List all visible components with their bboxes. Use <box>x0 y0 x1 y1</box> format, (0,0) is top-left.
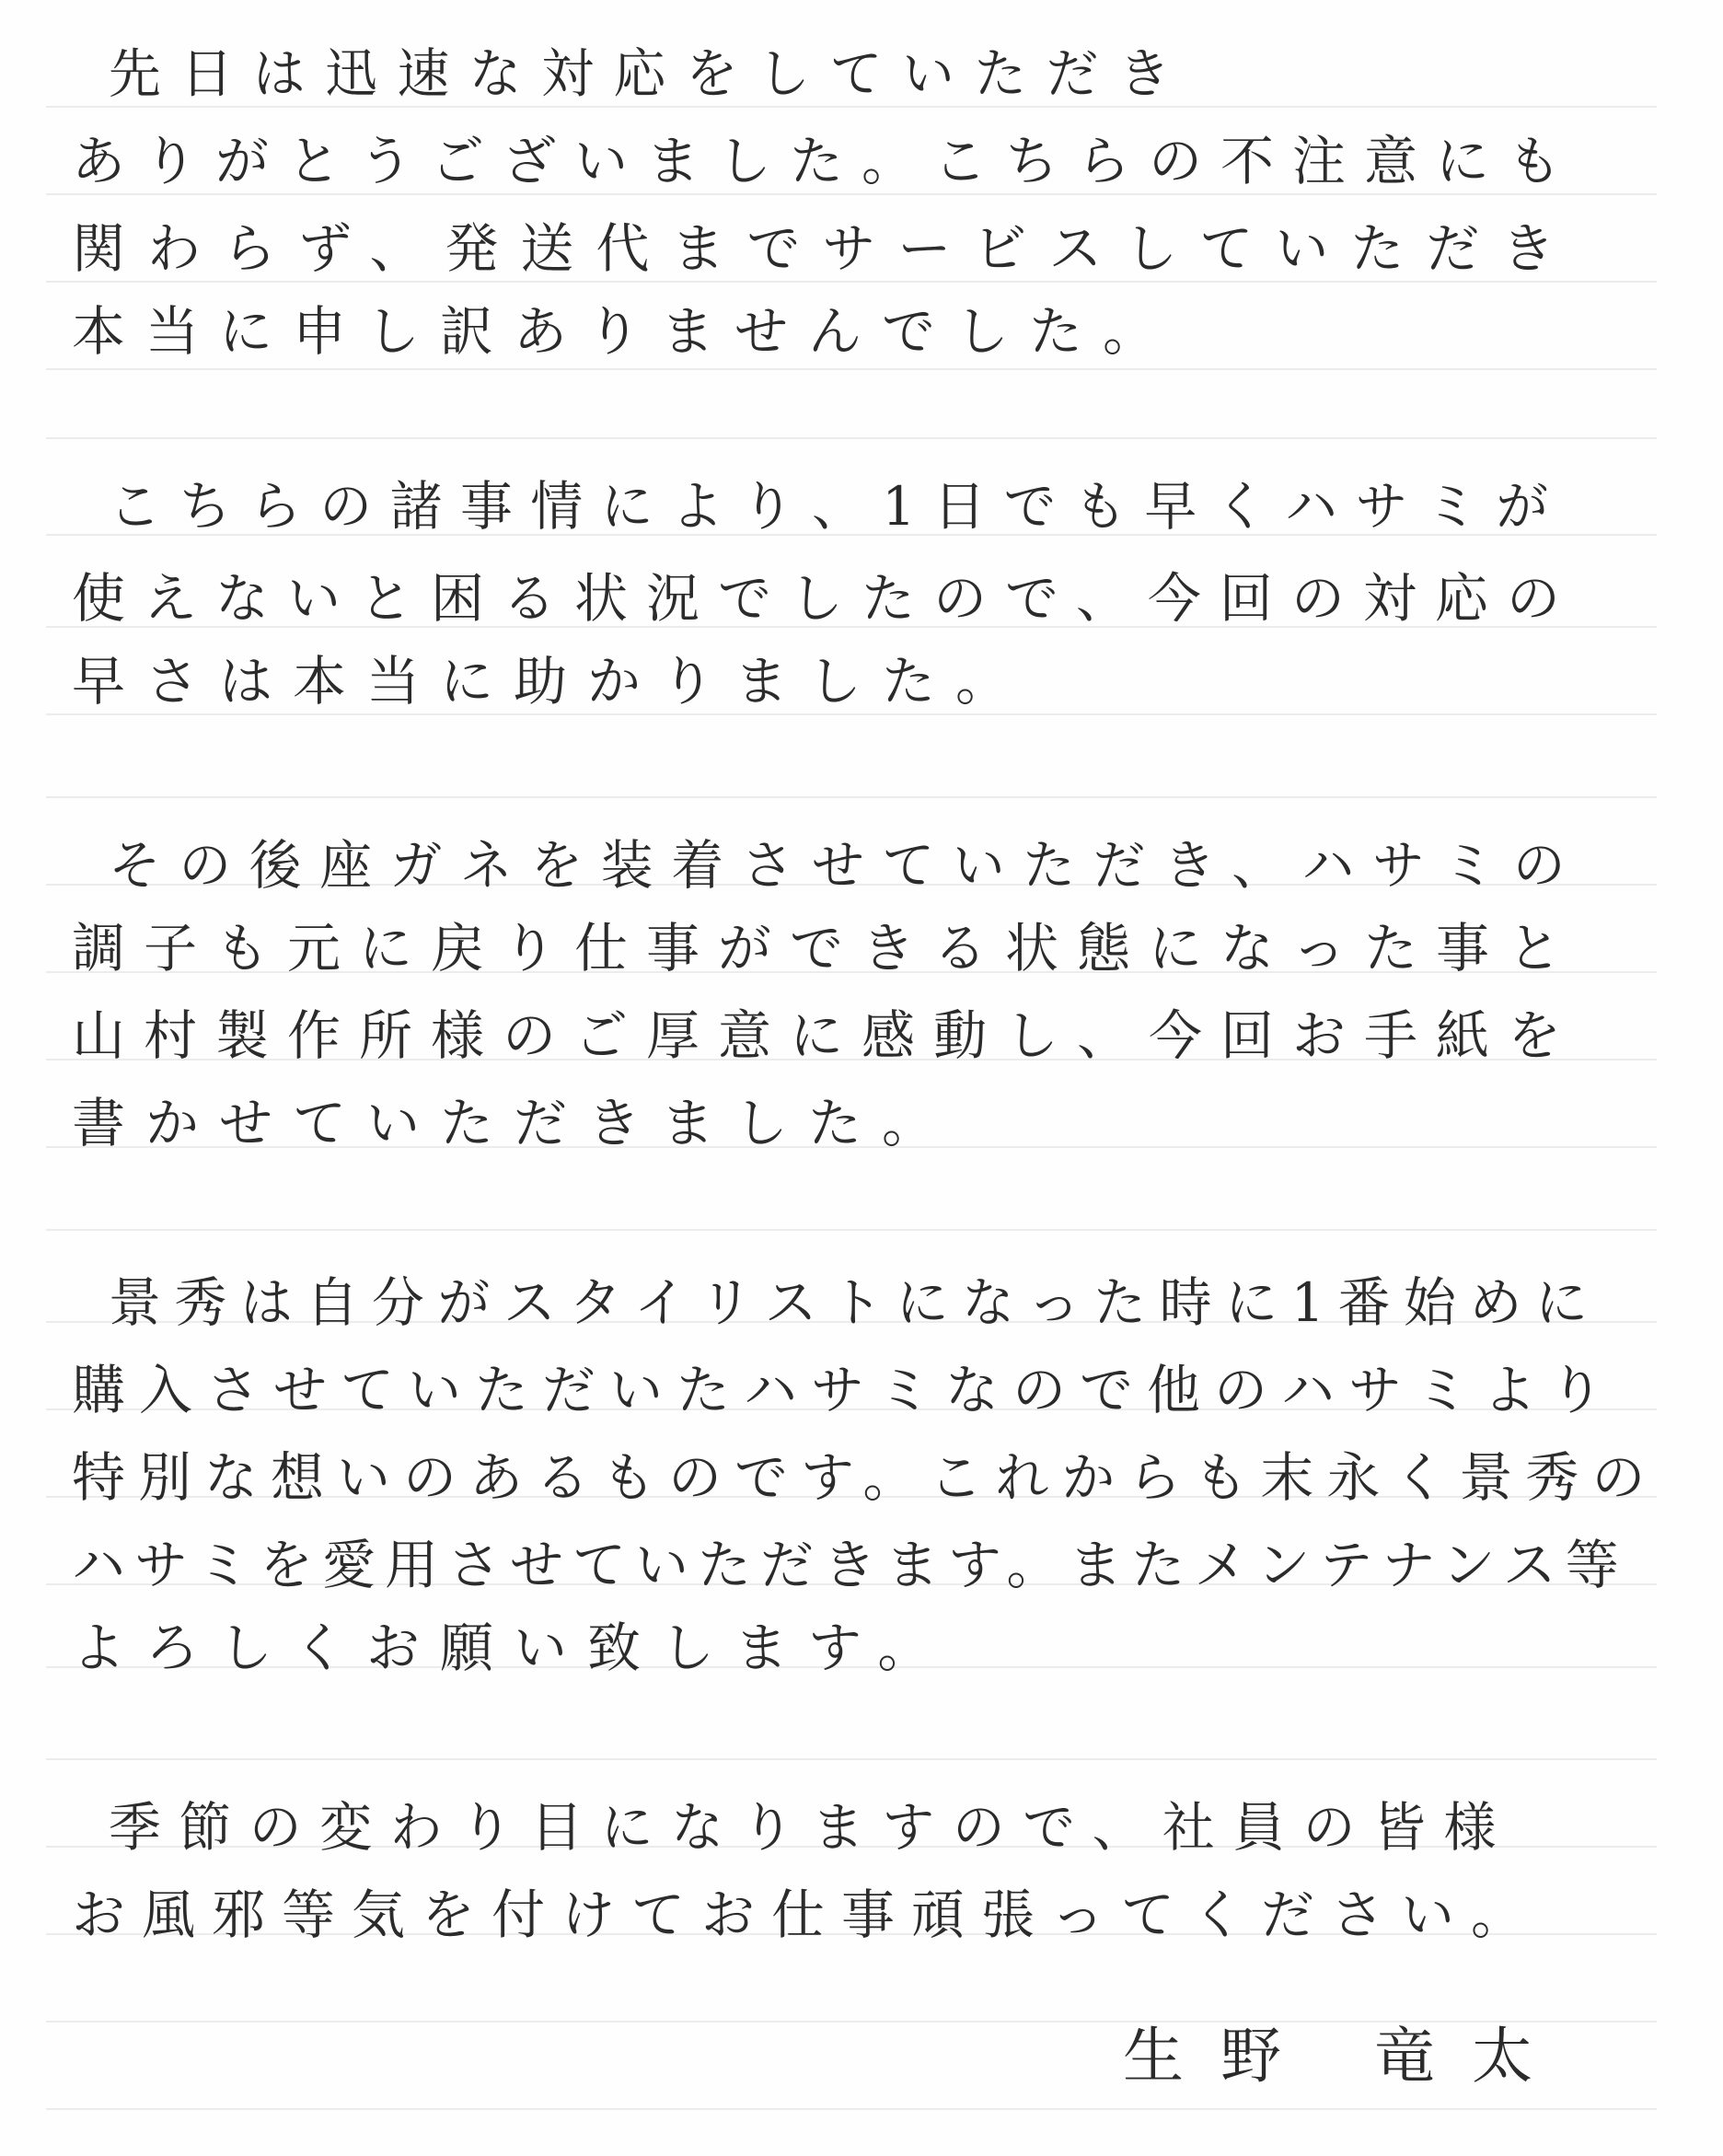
signature: 生野 竜太 <box>1123 2021 1569 2092</box>
letter-line: 関わらず、発送代までサービスしていただき <box>72 217 1578 280</box>
letter-line: 先日は迅速な対応をしていただき <box>109 42 1191 105</box>
ruled-line <box>46 2108 1657 2110</box>
letter-line: 購入させていただいたハサミなので他のハサミより <box>72 1359 1618 1421</box>
letter-line: その後座ガネを装着させていただき、ハサミの <box>109 834 1584 897</box>
letter-line: 本当に申し訳ありませんでした。 <box>72 300 1177 363</box>
ruled-line <box>46 368 1657 370</box>
letter-line: 早さは本当に助かりました。 <box>72 650 1030 713</box>
letter-line: お風邪等気を付けてお仕事頑張ってください。 <box>72 1884 1542 1946</box>
letter-line: 調子も元に戻り仕事ができる状態になった事と <box>72 917 1580 979</box>
letter-line: 景秀は自分がスタイリストになった時に1番始めに <box>109 1271 1602 1334</box>
letter-line: 季節の変わり目になりますので、社員の皆様 <box>109 1796 1514 1859</box>
letter-line: よろしくお願い致します。 <box>72 1617 952 1679</box>
ruled-line <box>46 796 1657 798</box>
letter-line: 山村製作所様のご厚意に感動し、今回お手紙を <box>72 1004 1580 1067</box>
letter-line: 書かせていただきました。 <box>72 1092 956 1154</box>
ruled-line <box>46 1758 1657 1760</box>
letter-line: こちらの諸事情により、1日でも早くハサミが <box>109 475 1567 538</box>
ruled-line <box>46 1229 1657 1231</box>
letter-line: 使えないと困る状況でしたので、今回の対応の <box>72 567 1578 630</box>
letter-line: 特別な想いのあるものです。これからも末永く景秀の <box>72 1446 1659 1509</box>
letter-line: ありがとうございました。こちらの不注意にも <box>72 130 1580 192</box>
letter-line: ハサミを愛用させていただきます。またメンテナンス等 <box>72 1534 1628 1596</box>
ruled-line <box>46 437 1657 439</box>
